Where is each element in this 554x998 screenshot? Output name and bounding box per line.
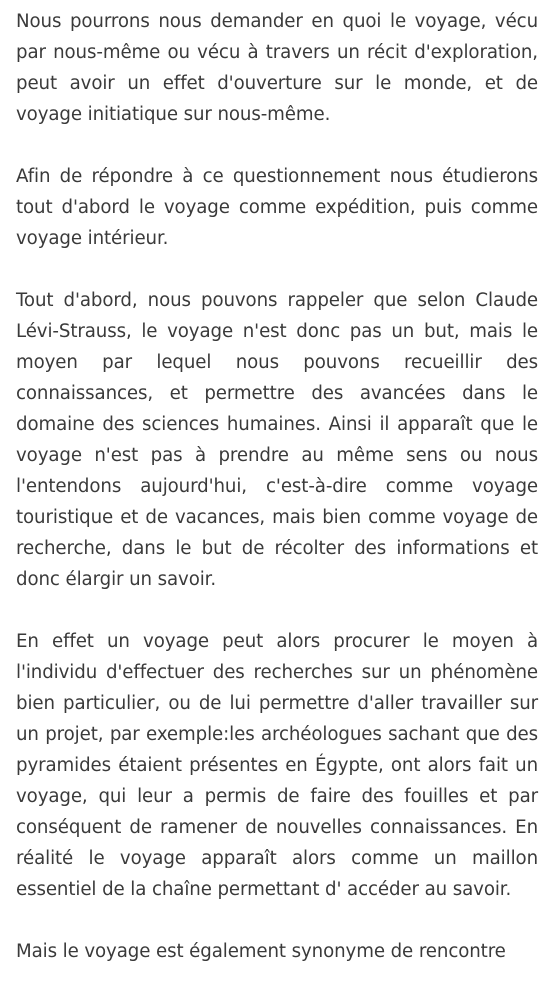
paragraph-research-example: En effet un voyage peut alors procurer le moyen à l'individu d'effectuer des recherches sur un phénomène bien particulier, ou de lui permettre d'aller travailler sur un projet, par exemple:les archéologues sachant que des pyramides étaient présentes en Égypte, ont alors fait un voyage, qui leur a permis de faire des fouilles et par conséquent de ramener de nouvelles connaissances. En réalité le voyage apparaît alors comme un maillon essentiel de la chaîne permettant d' accéder au savoir. [16, 631, 538, 900]
paragraph-introduction: Nous pourrons nous demander en quoi le voyage, vécu par nous-même ou vécu à travers un récit d'exploration, peut avoir un effet d'ouverture sur le monde, et de voyage initiatique sur nous-même. [16, 11, 538, 125]
document-body [16, 0, 538, 998]
paragraph-levi-strauss: Tout d'abord, nous pouvons rappeler que selon Claude Lévi-Strauss, le voyage n'est donc pas un but, mais le moyen par lequel nous pouvons recueillir des connaissances, et permettre des avancées dans le domaine des sciences humaines. Ainsi il apparaît que le voyage n'est pas à prendre au même sens ou nous l'entendons aujourd'hui, c'est-à-dire comme voyage touristique et de vacances, mais bien comme voyage de recherche, dans le but de récolter des informations et donc élargir un savoir. [16, 290, 538, 590]
paragraph-problematic: Afin de répondre à ce questionnement nous étudierons tout d'abord le voyage comme expédition, puis comme voyage intérieur. [16, 166, 538, 249]
paragraph-encounter: Mais le voyage est également synonyme de rencontre [16, 941, 506, 962]
